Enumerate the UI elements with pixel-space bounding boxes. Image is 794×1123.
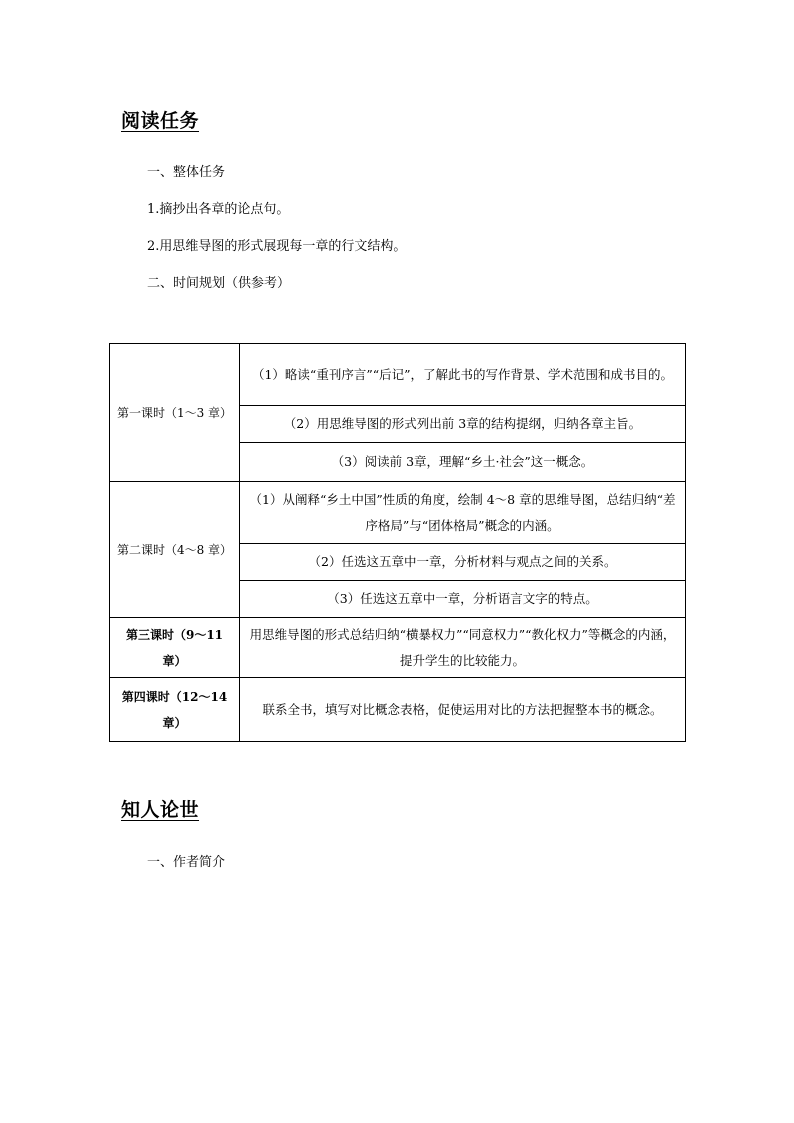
heading-reading-tasks: 阅读任务 xyxy=(121,110,200,132)
table-row xyxy=(110,618,686,678)
table-cell: （2）用思维导图的形式列出前 3章的结构提纲，归纳各章主旨。 xyxy=(240,406,686,443)
row-label-lesson-3: 第三课时（9～11 章） xyxy=(110,618,240,678)
schedule-table xyxy=(109,343,686,742)
row-label-lesson-1: 第一课时（1～3 章） xyxy=(110,344,240,482)
table-cell: 用思维导图的形式总结归纳“横暴权力”“同意权力”“教化权力”等概念的内涵，提升学生的比较能力。 xyxy=(240,618,686,678)
table-cell: （3）阅读前 3章，理解“乡土·社会”这一概念。 xyxy=(240,443,686,482)
table-cell: （3）任选这五章中一章，分析语言文字的特点。 xyxy=(240,581,686,618)
table-row xyxy=(110,344,686,406)
table-cell: （1）略读“重刊序言”“后记”，了解此书的写作背景、学术范围和成书目的。 xyxy=(240,344,686,406)
overall-task-title: 一、整体任务 xyxy=(147,165,226,180)
row-label-lesson-2: 第二课时（4～8 章） xyxy=(110,482,240,618)
heading-know-author: 知人论世 xyxy=(121,799,200,821)
table-cell: （2）任选这五章中一章，分析材料与观点之间的关系。 xyxy=(240,544,686,581)
table-row xyxy=(110,678,686,742)
table-cell: 联系全书，填写对比概念表格，促使运用对比的方法把握整本书的概念。 xyxy=(240,678,686,742)
task-item-1: 1.摘抄出各章的论点句。 xyxy=(147,202,290,217)
table-row xyxy=(110,482,686,544)
task-item-2: 2.用思维导图的形式展现每一章的行文结构。 xyxy=(147,239,407,254)
author-intro-title: 一、作者简介 xyxy=(147,855,226,870)
table-cell: （1）从阐释“乡土中国”性质的角度，绘制 4～8 章的思维导图，总结归纳“差序格局”与“团体格局”概念的内涵。 xyxy=(240,482,686,544)
time-plan-title: 二、时间规划（供参考） xyxy=(147,276,291,291)
row-label-lesson-4: 第四课时（12～14 章） xyxy=(110,678,240,742)
